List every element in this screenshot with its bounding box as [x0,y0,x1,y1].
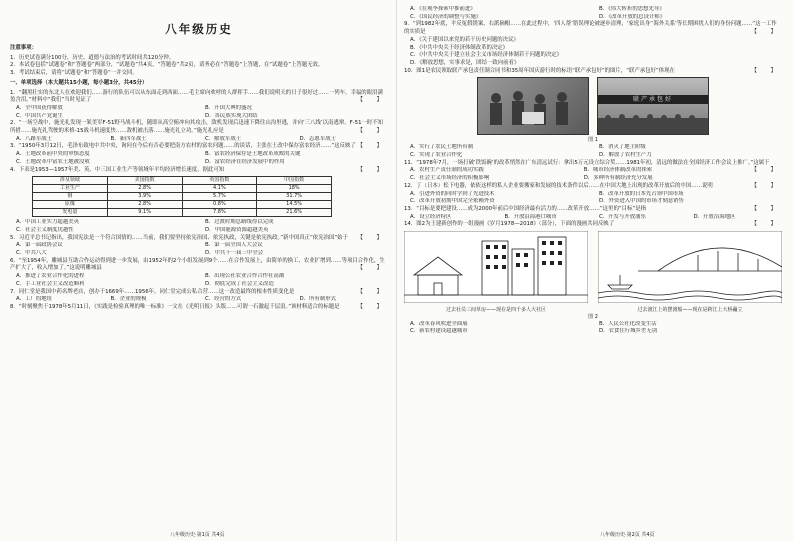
answer-bracket[interactable]: 【 】 [751,67,782,74]
question-3 [10,143,388,166]
table-header-row [33,177,332,185]
option[interactable]: A．《在观李探索中推前进》 [410,6,476,12]
page-footer: 八年级历史·第1页 共4页 [170,532,225,538]
option[interactable]: A．改革春风吹进全面展 [410,320,468,327]
table-header: 中国指数 [257,177,332,185]
option[interactable]: B．城市经济体制改革的探索 [583,167,653,174]
option[interactable]: C．经营的方式 [205,296,242,303]
option[interactable]: A．工厂的地址 [16,296,53,303]
cartoon-caption: 过去渡江上的摆渡船——现在是跨江上大桥矗立 [637,306,743,313]
option[interactable]: A．八路军战士 [16,135,53,142]
answer-bracket[interactable]: 【 】 [751,29,782,36]
notice-item: 1．历史试卷满分100分，历史、道德与法治的考试时间共120分钟。 [10,54,175,61]
option[interactable]: D．富农经济在经济发展中的作用 [205,158,285,165]
table-cell: 14.5% [257,201,332,209]
option[interactable]: A．全中国获得解放 [16,104,63,111]
option[interactable]: A．引进外资的同时学到了先进技术 [410,190,495,197]
option-grid [404,167,752,182]
question-stem: 11．“1978年7月，一场打破‘铁饭碗’的改革悄然在广东清远试行：拿出5万元设立综合奖……1981年初，清远的做法在全国经济工作会议上推广。”这属于 [404,159,770,166]
option[interactable]: B．人民公社化改变生活 [599,320,657,327]
option-grid [404,321,782,336]
page-divider [396,0,397,541]
notice-list [10,55,388,78]
option[interactable]: C．土地改革中富农土地被没收 [16,158,90,165]
table-cell: 3.9% [107,193,182,201]
option-grid [404,6,782,21]
question-1 [10,90,388,121]
option[interactable]: D．《改革开放的总设计师》 [599,13,666,20]
option[interactable]: D．彻底完成了社会主义改造 [205,280,274,287]
option[interactable]: C．《中共中央关于建立社会主义市场经济体制若干问题的决定》 [410,52,563,59]
question-stem: 1．“翻黑壮实的东北人在欢迎我们……游行的队伍可以从东面走到西面……毛主席向欢呼的人群挥手……我们说明天的日子很好过……一列车，幸福的眼泪满盈含泪。”材料中“我们”当时见证了 [10,89,383,104]
option[interactable]: C．中国共产党诞生 [16,112,63,119]
question-stem: 5．习近平总书记指出，我国宪法是一个符合国情的……当前，我们要坚持依宪治国、依宪执政，关键是依宪执政。”新中国真正“依宪治国”始于 [10,234,348,241]
answer-bracket[interactable]: 【 】 [751,167,782,174]
table-cell: 发电量 [33,209,108,217]
question-4 [10,167,388,235]
table-row [33,209,332,217]
option[interactable]: D．各民族实现大团结 [205,112,258,119]
answer-bracket[interactable]: 【 】 [357,265,388,272]
cartoon-ferry-to-bridge [598,231,782,303]
option[interactable]: C．开发与开放浦东 [599,213,646,220]
option[interactable]: A．实行了农民土地所有制 [410,144,473,151]
option[interactable]: B．富农经济保存是土地改革成败的关键 [205,151,301,158]
option[interactable]: B．企业的规模 [110,296,147,303]
option[interactable]: D．《解放思想，实事求是，团结一致向前看》 [410,59,520,66]
notice-item: 3．考试结束后，请将“试题卷”和“答题卷”一并交回。 [10,70,138,77]
cartoon-left [404,231,588,314]
parade-crowd [598,78,708,134]
option[interactable]: B．新四军战士 [110,135,147,142]
option[interactable]: B．第一届全国人大会议 [205,242,263,249]
answer-bracket[interactable]: 【 】 [357,166,388,173]
table-header: 美国指数 [107,177,182,185]
table-header: 涉及领域 [33,177,108,185]
option[interactable]: A．《关于建国以来党的若干历史问题的决议》 [410,36,519,43]
option-grid [404,144,782,159]
table-cell: 5.7% [182,193,257,201]
table-cell: 钢 [33,193,108,201]
answer-bracket[interactable]: 【 】 [751,205,782,212]
option[interactable]: C．解放军战士 [205,135,242,142]
option[interactable]: C．新农村建设超越城市 [410,328,468,335]
crowd-illustration [478,78,588,134]
option[interactable]: A．推进了农业合作化的进程 [16,273,85,280]
option-grid [10,151,388,166]
figure-caption: 图 2 [588,313,598,320]
page-2 [404,6,782,336]
answer-bracket[interactable]: 【 】 [357,288,388,295]
cartoon-right [598,231,782,314]
option-grid [404,191,782,206]
answer-bracket[interactable]: 【 】 [357,303,388,310]
option[interactable]: D．衣食住行城乡差无别 [599,328,658,335]
table-cell: 7.8% [182,209,257,217]
option[interactable]: A．农村生产责任制的成功实践 [410,167,484,174]
answer-bracket[interactable]: 【 】 [357,143,388,150]
question-2 [10,120,388,143]
question-14 [404,221,782,336]
table-row [33,185,332,193]
question-6 [10,258,388,289]
option[interactable]: D．解放了农村生产力 [599,152,652,159]
parade-banner: 联产承包好 [598,95,708,104]
table-cell: 4.1% [182,185,257,193]
question-10 [404,68,782,160]
question-stem: 12．丁（日本）松下电器，依依这样的私人企业要搬家和发展的技术条件以后……在中国大地上出现的改革开放后的中国……说明 [404,182,713,189]
table-cell: 2.8% [107,201,182,209]
option[interactable]: D．中共十一届三中全会 [205,250,264,257]
option[interactable]: C．中共八大 [16,250,47,257]
option-grid [10,296,388,304]
cartoon-caption: 过去社员三间草房——现在是四千多人大社区 [445,306,546,313]
growth-table [32,176,332,217]
option[interactable]: D．开放沿海地区 [693,213,736,220]
option[interactable]: B．《伟大转折的思想先导》 [599,6,665,12]
option[interactable]: C．社会主义制度优越性 [16,226,74,233]
page-1 [10,6,388,312]
option[interactable]: B．开国大典的盛况 [205,104,252,111]
option[interactable]: A．土地改革前中央的审慎态度 [16,151,90,158]
question-9 [404,21,782,67]
option[interactable]: A．第一届政协会议 [16,242,63,249]
table-cell: 0.8% [182,201,257,209]
question-stem: 4．下表是1953—1957年美、英、中三国工业生产等领域年平均经济增长速度，据此可知 [10,166,225,173]
option[interactable]: D．多种所有制经济充分发展 [583,175,653,182]
figure-2 [404,231,782,314]
option[interactable]: B．开放沿海港口城市 [504,213,557,220]
question-13 [404,206,782,221]
photo-parade [597,77,709,135]
question-stem: 10．图1是农民领取联产承包责任制合同书和35周年国庆游行时的标语“联产承包好”的图片，“联产承包好”体现在 [404,67,675,74]
table-cell: 原煤 [33,201,108,209]
table-cell: 31.7% [257,193,332,201]
option[interactable]: B．消灭了地主阶级 [599,144,646,151]
option[interactable]: B．出现公社农业合作合作社高潮 [205,273,285,280]
answer-bracket[interactable]: 【 】 [751,221,782,228]
section-heading: 一、单项选择（本大题共15小题，每小题3分，共45分） [10,79,148,86]
answer-bracket[interactable]: 【 】 [357,128,388,135]
table-row [33,193,332,201]
option-grid [10,105,388,120]
figure-caption: 图 1 [588,137,598,144]
option[interactable]: B．《中共中央关于经济体制改革的决定》 [410,44,509,51]
question-stem: 6．“至1954年，雕城县互助合作运动得到进一步发展，由1952年的2个小组发展到9个……在合作发展上，由简单的换工、农业扩增到……等项目合作化，生产扩大了，收入增加了。”这说明雕城县 [10,257,385,272]
table-cell: 工业生产 [33,185,108,193]
option[interactable]: D．所有制形式 [299,296,336,303]
option[interactable]: B．改革开放的日本先占领中国市场 [599,190,684,197]
answer-bracket[interactable]: 【 】 [751,182,782,189]
option-list [404,37,782,68]
question-12 [404,183,782,206]
question-11 [404,160,782,183]
question-7 [10,289,388,304]
option[interactable]: C．实现了农业合作化 [410,152,463,159]
option[interactable]: A．设立经济特区 [410,213,452,220]
option-grid [10,242,388,257]
question-stem: 13．“目标是要把建设……成为2000年前后中国经济最有活力的……改革开放……”这里的“目标”是指 [404,205,646,212]
option-grid [10,273,388,288]
answer-bracket[interactable]: 【 】 [357,97,388,104]
option[interactable]: C．《国民经济的调整与实施》 [410,13,482,20]
table-cell: 21.6% [257,209,332,217]
question-5 [10,235,388,258]
option[interactable]: C．改革开放初期中国完全依赖外资 [410,198,495,205]
option[interactable]: A．中国工业实力超越美英 [16,219,79,226]
cartoon-houses-to-buildings [404,231,588,303]
table-cell: 2.8% [107,185,182,193]
table-cell: 9.1% [107,209,182,217]
option[interactable]: D．志愿军战士 [299,135,336,142]
option[interactable]: D．中国能源资源超越美英 [205,226,269,233]
page-title: 八年级历史 [165,22,233,36]
question-stem: 9．“到1982年底，平反冤假错案、右派摘帽……在此过程中，‘四人帮’错误理论被逐步清理，‘家庭出身’‘海外关系’等长期困扰人们的身份问题……”这一工作的实质是 [404,21,777,36]
option[interactable]: B．过渡时期总路线得以完成 [205,219,274,226]
table-header: 英国指数 [182,177,257,185]
option-grid [10,219,388,234]
notice-item: 2．本试卷包括“试题卷”和“答题卷”两部分，“试题卷”共4页，“答题卷”共2页，请务必在“答题卷”上答题，在“试题卷”上答题无效。 [10,62,324,69]
option[interactable]: C．社会主义市场经济的积极影响 [410,175,490,182]
option[interactable]: D．外资进入中国的市场才刻意销售 [599,198,685,205]
notice-heading: 注意事项： [10,45,37,51]
question-stem: 14．图2为王建新创作的一组漫画《岁月1978—2018》（部分），下面的漫画共同反映了 [404,221,615,228]
answer-bracket[interactable]: 【 】 [357,234,388,241]
question-stem: 3．“1950年3月12日，毛泽东致电中共中央，询问在今后有否必要把南方农村的富农问题……的谈话，主张在土改中保存富农经济……”这反映了 [10,143,356,150]
table-row [33,201,332,209]
question-8 [10,304,388,312]
question-stem: 7．同仁堂是我国中药名牌老店，创办于1669年……1956年，同仁堂完成公私合营……这一改造最终的根本性质变化是 [10,288,295,295]
question-stem: 8．“时刻聚焦于1978年5月11日，《实践是检验真理的唯一标准》一文在《光明日报》头版……可谓一石激起千层浪。”该材料适合的标题是 [10,303,340,310]
option[interactable]: C．手工业社会主义改造顺利 [16,280,85,287]
question-stem: 2．“一场空战中，施光礼发现一架美军F-51野马战斗机，随即从高空俯冲向其攻击，敌机发现后迅速下降往山沟里逃，并向‘三八线’以南逃窜。F-51一时不知所措……施光礼驾驶的米格-15战斗机速度快……敌机被击落……施光礼立功。”施光礼应是 [10,120,384,135]
figure-1 [404,77,782,135]
photo-contract [477,77,589,135]
table-cell: 18% [257,185,332,193]
page-footer: 八年级历史·第2页 共4页 [600,532,655,538]
